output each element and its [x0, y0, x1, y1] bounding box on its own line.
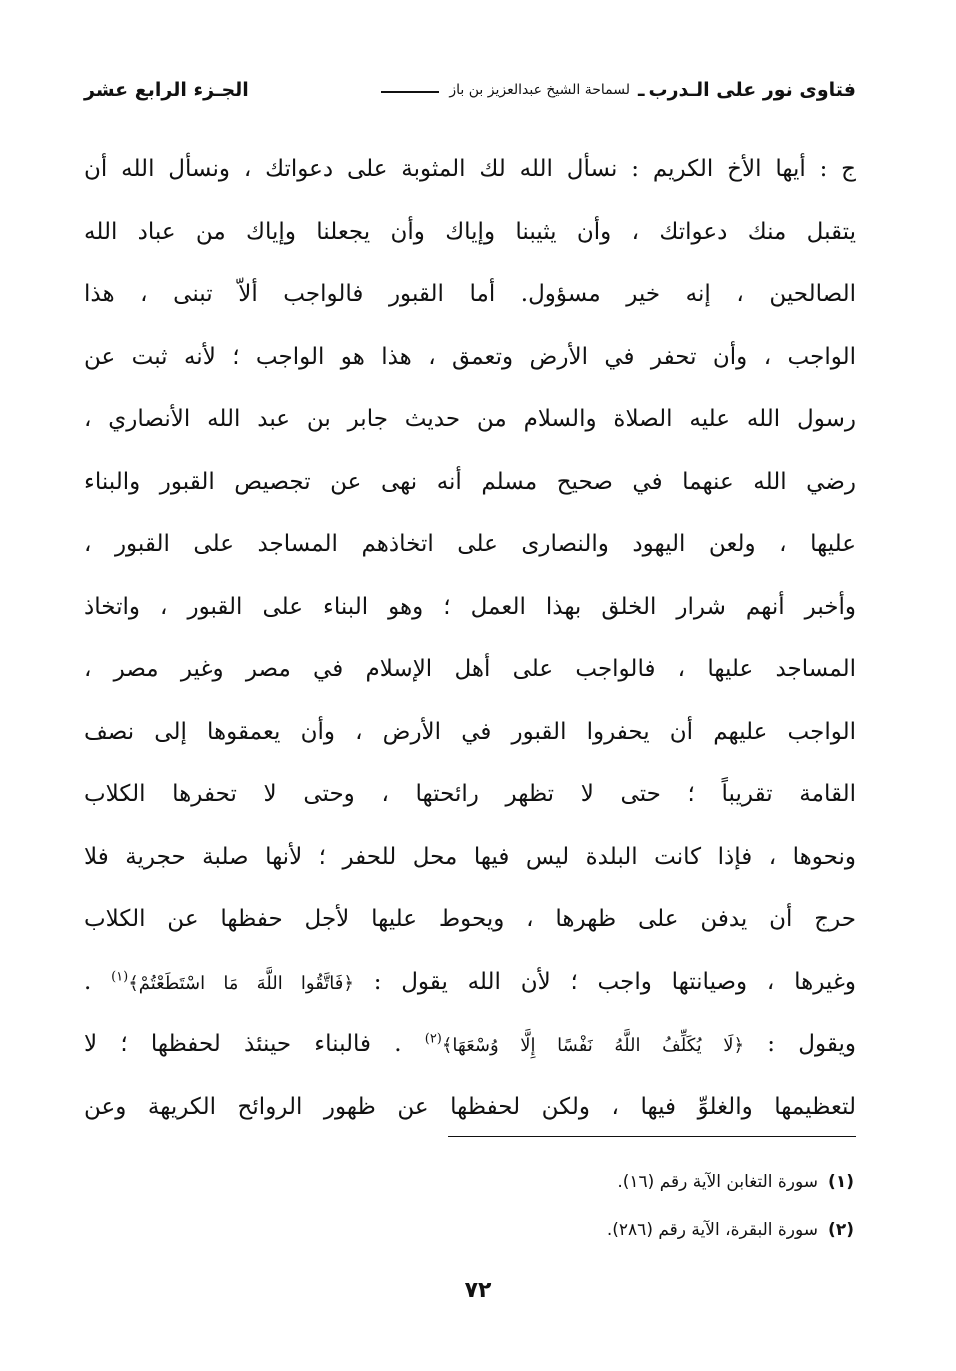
- header-series-title: فتاوى نور على الـدرب: [648, 79, 856, 101]
- footnote-number: (٢): [828, 1220, 854, 1240]
- header-author: لسماحة الشيخ عبدالعزيز بن باز: [449, 82, 630, 98]
- line-text-after: . فالبناء حينئذ لحفظها ؛ لا: [84, 1031, 425, 1057]
- footnote-item: [254, 1206, 854, 1254]
- text-line: وأخبر أنهم شرار الخلق بهذا العمل ؛ وهو البناء على القبور ، واتخاذ: [84, 593, 856, 620]
- text-line: الواجب ، وأن تحفر في الأرض وتعمق ، هذا هو الواجب ؛ لأنه ثبت عن: [84, 343, 856, 370]
- text-line-with-verse: [84, 1013, 856, 1076]
- footnote-item: [254, 1158, 854, 1206]
- text-line: ونحوها ، فإذا كانت البلدة ليس فيها محل للحفر ؛ لأنها صلبة حجرية فلا: [84, 843, 856, 870]
- footnote-number: (١): [828, 1172, 854, 1192]
- footnote-text: سورة البقرة، الآية رقم (٢٨٦).: [606, 1220, 819, 1240]
- footnote-ref: (٢): [424, 1031, 442, 1047]
- main-text: [84, 138, 856, 1138]
- text-line: الواجب عليهم أن يحفروا القبور في الأرض ، وأن يعمقوها إلى نصف: [84, 718, 856, 745]
- header-title-group: [375, 79, 856, 101]
- text-line: ج : أيها الأخ الكريم : نسأل الله لك المثوبة على دعواتك ، ونسأل الله أن: [84, 156, 856, 182]
- header-separator: ـ: [638, 79, 645, 101]
- quran-verse: ﴿فَاتَّقُوا اللَّهَ مَا اسْتَطَعْتُمْ﴾: [128, 972, 354, 994]
- footnotes: [254, 1158, 854, 1254]
- text-line: رضي الله عنهما في صحيح مسلم أنه نهى عن تجصيص القبور والبناء: [84, 468, 856, 495]
- text-line: القامة تقريباً ؛ حتى لا تظهر رائحتها ، وحتى لا تحفرها الكلاب: [84, 781, 856, 807]
- text-line: الصالحين ، إنه خير مسؤول. أما القبور فالواجب ألاّ تبنى ، هذا: [84, 281, 856, 307]
- line-text-before: وغيرها ، وصيانتها واجب ؛ لأن الله يقول :: [353, 968, 856, 995]
- quran-verse: ﴿لَا يُكَلِّفُ اللَّهُ نَفْسًا إِلَّا وُسْعَهَا﴾: [441, 1035, 745, 1056]
- text-line: المساجد عليها ، فالواجب على أهل الإسلام في مصر وغير مصر ،: [84, 656, 856, 682]
- header-rule: [381, 91, 439, 93]
- header-volume: الجـزء الرابع عشر: [84, 79, 249, 101]
- text-line: يتقبل منك دعواتك ، وأن يثيبنا وإياك وأن يجعلنا وإياك من عباد الله: [84, 218, 856, 245]
- line-text-before: ويقول :: [744, 1031, 856, 1057]
- text-line-with-verse: [84, 951, 856, 1014]
- text-line: عليها ، ولعن اليهود والنصارى على اتخاذهم المساجد على القبور ،: [84, 531, 856, 557]
- text-line: لتعظيمها والغلوِّ فيها ، ولكن لحفظها عن ظهور الروائح الكريهة وعن: [84, 1093, 856, 1120]
- text-line: رسول الله عليه الصلاة والسلام من حديث جابر بن عبد الله الأنصاري ،: [84, 406, 856, 432]
- footnote-divider: [448, 1136, 856, 1137]
- text-line: حرج أن يدفن على ظهرها ، ويحوط عليها لأجل حفظها عن الكلاب: [84, 906, 856, 932]
- page-number: ٧٢: [464, 1278, 492, 1303]
- footnote-text: سورة التغابن الآية رقم (١٦).: [617, 1172, 819, 1192]
- footnote-ref: (١): [111, 968, 129, 984]
- line-text-after: .: [84, 968, 112, 995]
- running-header: [84, 70, 856, 110]
